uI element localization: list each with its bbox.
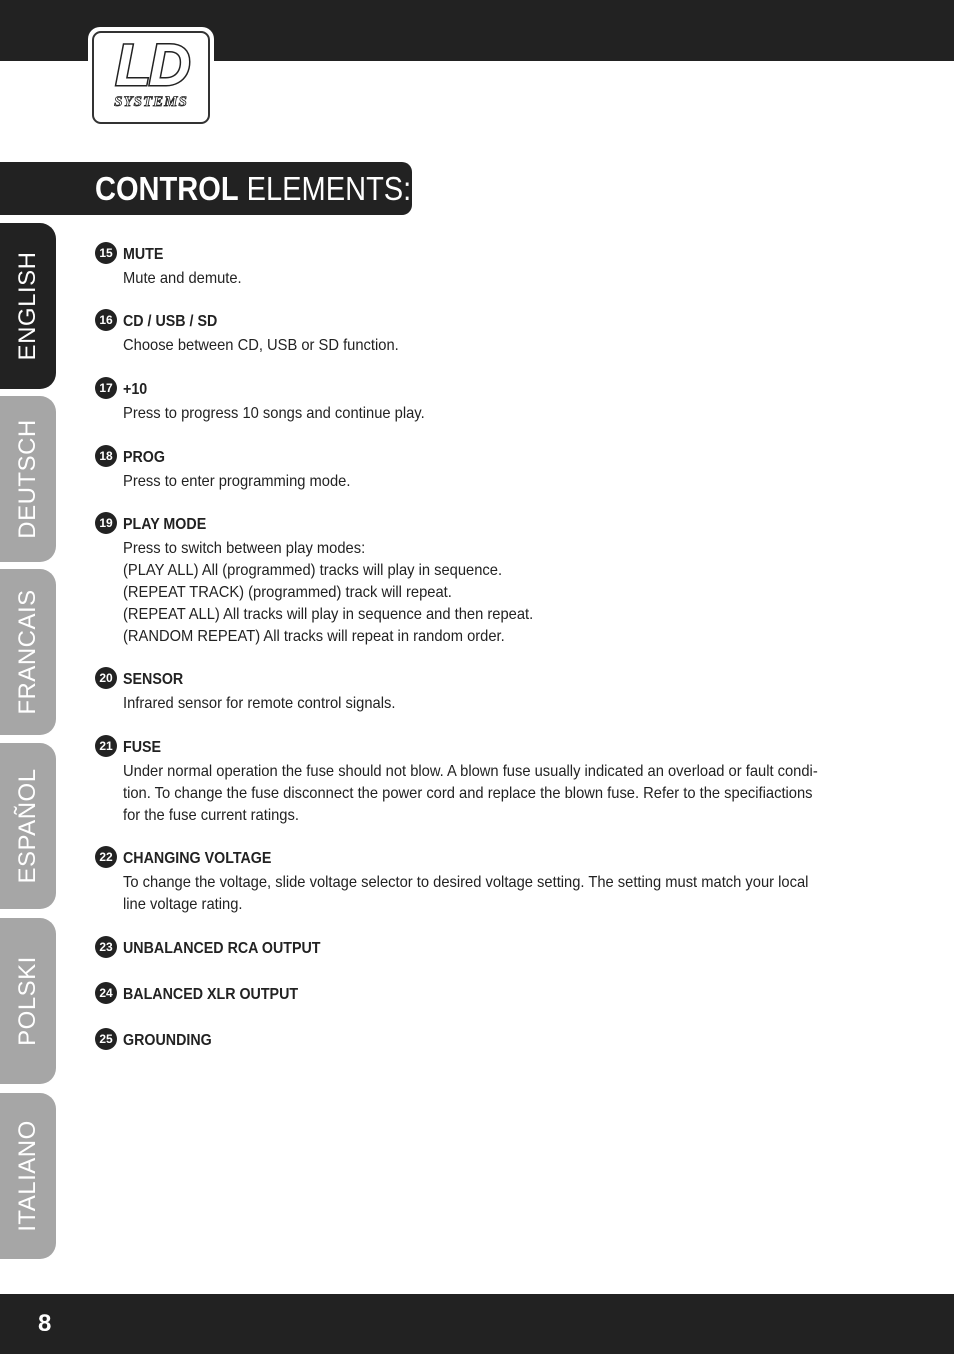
description-line: line voltage rating. bbox=[123, 896, 243, 913]
item-description bbox=[123, 268, 813, 290]
language-tab-label: POLSKI bbox=[14, 956, 41, 1046]
item-number-badge: 23 bbox=[95, 936, 117, 958]
language-tab-espanol[interactable] bbox=[0, 743, 56, 909]
item-number-badge: 16 bbox=[95, 309, 117, 331]
item-title: GROUNDING bbox=[123, 1032, 212, 1049]
item-description bbox=[123, 335, 813, 357]
description-line: Press to enter programming mode. bbox=[123, 473, 351, 490]
item-title: CHANGING VOLTAGE bbox=[123, 850, 272, 867]
page-number: 8 bbox=[38, 1310, 52, 1337]
language-tab-label: DEUTSCH bbox=[14, 419, 41, 539]
item-description bbox=[123, 872, 813, 916]
item-number-badge: 21 bbox=[95, 735, 117, 757]
item-title: FUSE bbox=[123, 739, 162, 756]
item-title: PLAY MODE bbox=[123, 516, 207, 533]
item-number-badge: 18 bbox=[95, 445, 117, 467]
language-tab-deutsch[interactable] bbox=[0, 396, 56, 562]
item-number-badge: 20 bbox=[95, 667, 117, 689]
title-regular: ELEMENTS: bbox=[246, 170, 412, 207]
item-title: MUTE bbox=[123, 246, 164, 263]
item-title: SENSOR bbox=[123, 671, 184, 688]
description-line: To change the voltage, slide voltage selector to desired voltage setting. The setting must match your local bbox=[123, 874, 809, 891]
description-line: (PLAY ALL) All (programmed) tracks will play in sequence. bbox=[123, 562, 503, 579]
description-line: Infrared sensor for remote control signals. bbox=[123, 695, 396, 712]
description-line: Press to switch between play modes: bbox=[123, 540, 366, 557]
item-number-badge: 25 bbox=[95, 1028, 117, 1050]
footer-bar bbox=[0, 1294, 954, 1354]
description-line: Choose between CD, USB or SD function. bbox=[123, 337, 399, 354]
item-number-badge: 22 bbox=[95, 846, 117, 868]
language-tab-label: ITALIANO bbox=[14, 1120, 41, 1232]
ld-systems-logo bbox=[88, 27, 214, 128]
language-tab-italiano[interactable] bbox=[0, 1093, 56, 1259]
description-line: Under normal operation the fuse should not blow. A blown fuse usually indicated an overload or fault condi- bbox=[123, 763, 818, 780]
item-description bbox=[123, 471, 813, 493]
description-line: (REPEAT ALL) All tracks will play in sequence and then repeat. bbox=[123, 606, 534, 623]
section-title-bar bbox=[0, 162, 412, 215]
language-tab-polski[interactable] bbox=[0, 918, 56, 1084]
language-tab-label: ESPAÑOL bbox=[14, 768, 41, 884]
item-title: PROG bbox=[123, 449, 166, 466]
item-title: CD / USB / SD bbox=[123, 313, 218, 330]
item-title: UNBALANCED RCA OUTPUT bbox=[123, 940, 321, 957]
language-tab-francais[interactable] bbox=[0, 569, 56, 735]
item-title: +10 bbox=[123, 381, 148, 398]
item-number-badge: 19 bbox=[95, 512, 117, 534]
description-line: (REPEAT TRACK) (programmed) track will repeat. bbox=[123, 584, 452, 601]
description-line: (RANDOM REPEAT) All tracks will repeat in random order. bbox=[123, 628, 505, 645]
logo-subtext: SYSTEMS bbox=[114, 94, 188, 110]
item-number-badge: 24 bbox=[95, 982, 117, 1004]
logo-text: LD bbox=[115, 33, 189, 98]
page-title bbox=[95, 162, 411, 215]
description-line: tion. To change the fuse disconnect the power cord and replace the blown fuse. Refer to the specifiactions bbox=[123, 785, 813, 802]
item-title: BALANCED XLR OUTPUT bbox=[123, 986, 299, 1003]
item-number-badge: 15 bbox=[95, 242, 117, 264]
description-line: Press to progress 10 songs and continue play. bbox=[123, 405, 425, 422]
description-line: for the fuse current ratings. bbox=[123, 807, 299, 824]
description-line: Mute and demute. bbox=[123, 270, 242, 287]
language-tab-english[interactable] bbox=[0, 223, 56, 389]
language-tab-label: FRANCAIS bbox=[14, 589, 41, 715]
item-number-badge: 17 bbox=[95, 377, 117, 399]
item-description bbox=[123, 538, 813, 648]
item-description bbox=[123, 403, 813, 425]
item-description bbox=[123, 693, 813, 715]
language-tab-label: ENGLISH bbox=[14, 251, 41, 361]
item-description bbox=[123, 761, 818, 827]
title-bold: CONTROL bbox=[95, 170, 239, 207]
